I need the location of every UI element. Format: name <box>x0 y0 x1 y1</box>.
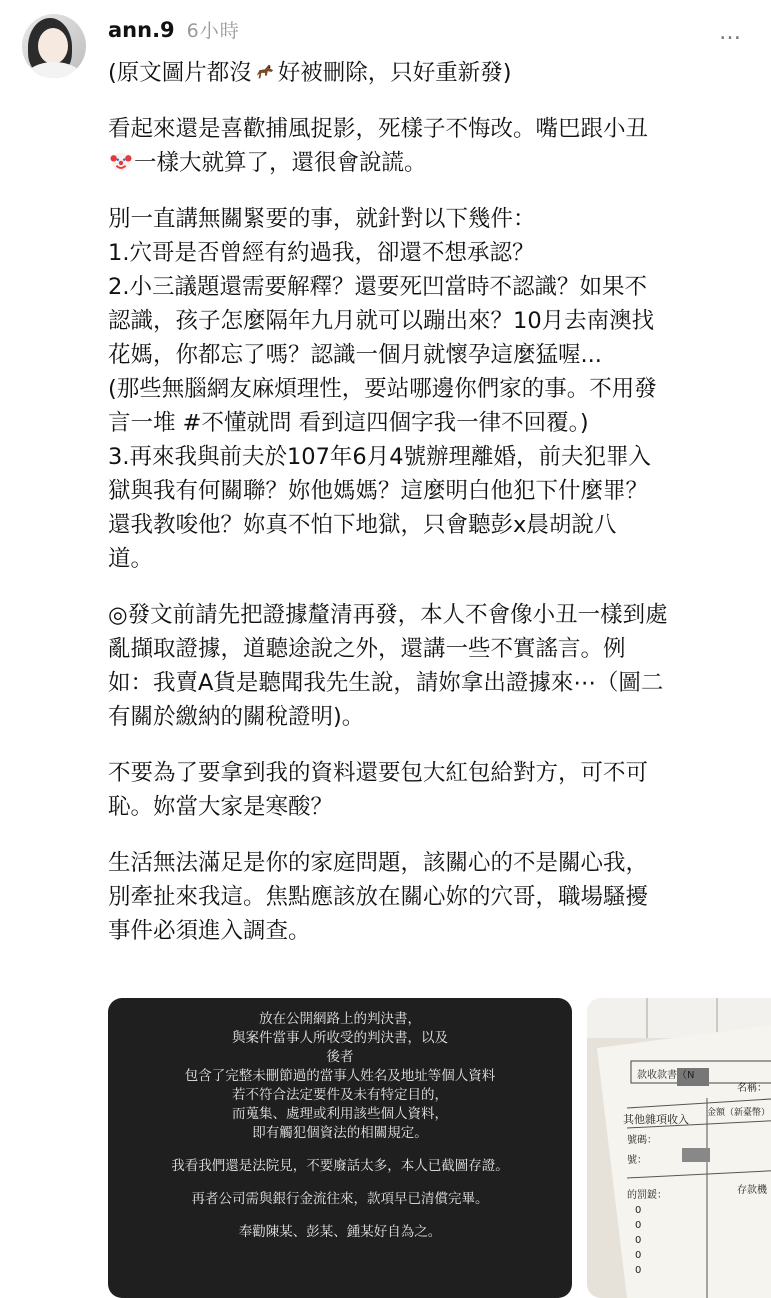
post-line: 道。 <box>108 546 154 572</box>
post-line: 2.小三議題還需要解釋？還要死凹當時不認識？如果不 <box>108 274 647 300</box>
post-line: 還我教唆他？妳真不怕下地獄，只會聽彭x晨胡說八 <box>108 512 617 538</box>
receipt-text: 0 <box>635 1220 642 1231</box>
receipt-text: 0 <box>635 1250 642 1261</box>
post-line: 別一直講無關緊要的事，就針對以下幾件： <box>108 206 536 232</box>
post-line: 言一堆 #不懂就問 看到這四個字我一律不回覆。) <box>108 410 589 436</box>
receipt-text: 存款機 <box>737 1185 767 1196</box>
post-line: (那些無腦網友麻煩理性，要站哪邊你們家的事。不用發 <box>108 376 657 402</box>
image-text-line: 奉勸陳某、彭某、鍾某好自為之。 <box>238 1224 442 1240</box>
post-line: ◎發文前請先把證據釐清再發，本人不會像小丑一樣到處 <box>108 602 668 628</box>
receipt-text: 號： <box>627 1155 647 1166</box>
receipt-text: 金額（新臺幣） <box>707 1108 771 1118</box>
post-line: 如：我賣A貨是聽聞我先生說，請妳拿出證據來⋯（圖二 <box>108 670 664 696</box>
post-header <box>108 16 240 43</box>
receipt-text: 號碼： <box>627 1135 657 1146</box>
horse-emoji-icon <box>254 61 276 83</box>
receipt-text: 的罰鍰： <box>627 1190 667 1201</box>
attached-image-receipt[interactable] <box>587 998 771 1298</box>
username[interactable]: ann.9 <box>108 18 175 42</box>
receipt-text: 0 <box>635 1265 642 1276</box>
post-line: 認識，孩子怎麼隔年九月就可以蹦出來？10月去南澳找 <box>108 308 655 334</box>
post-line: (原文圖片都沒 好被刪除，只好重新發) <box>108 60 512 86</box>
avatar[interactable] <box>22 14 86 78</box>
receipt-text: 0 <box>635 1235 642 1246</box>
post-line: 別牽扯來我這。焦點應該放在關心妳的穴哥，職場騷擾 <box>108 884 649 910</box>
post-line: 事件必須進入調查。 <box>108 918 311 944</box>
post-line: 生活無法滿足是你的家庭問題，該關心的不是關心我， <box>108 850 649 876</box>
image-text-line: 若不符合法定要件及未有特定目的， <box>232 1087 448 1103</box>
image-text-line: 再者公司需與銀行金流往來，款項早已清償完畢。 <box>191 1191 489 1207</box>
image-text-line: 而蒐集、處理或利用該些個人資料， <box>232 1106 448 1122</box>
receipt-text: 款收款書（N <box>637 1070 695 1081</box>
receipt-text: 0 <box>635 1205 642 1216</box>
post-line: 獄與我有何關聯？妳他媽媽？這麼明白他犯下什麼罪？ <box>108 478 649 504</box>
post-line: 花媽，你都忘了嗎？認識一個月就懷孕這麼猛喔... <box>108 342 602 368</box>
post-line: 3.再來我與前夫於107年6月4號辦理離婚，前夫犯罪入 <box>108 444 652 470</box>
post-line: 不要為了要拿到我的資料還要包大紅包給對方，可不可 <box>108 760 649 786</box>
receipt-text: 其他雜項收入 <box>623 1113 689 1126</box>
more-options-icon[interactable]: … <box>719 20 743 45</box>
post-line: 看起來還是喜歡捕風捉影，死樣子不悔改。嘴巴跟小丑 <box>108 116 649 142</box>
post-line: 有關於繳納的關稅證明)。 <box>108 704 365 730</box>
post-line: 亂擷取證據，道聽途說之外，還講一些不實謠言。例 <box>108 636 626 662</box>
image-text-line: 放在公開網路上的判決書， <box>259 1011 421 1027</box>
attached-image-statement[interactable] <box>108 998 572 1298</box>
post-line: 一樣大就算了，還很會說謊。 <box>108 146 758 180</box>
post-time: 6小時 <box>186 20 240 42</box>
post-line: 恥。妳當大家是寒酸？ <box>108 794 334 820</box>
post-body <box>108 56 758 948</box>
image-text-line: 包含了完整未刪節過的當事人姓名及地址等個人資料 <box>184 1068 496 1084</box>
post-line: 1.穴哥是否曾經有約過我，卻還不想承認？ <box>108 240 535 266</box>
image-text-line: 後者 <box>326 1049 354 1065</box>
receipt-photo <box>587 998 771 1298</box>
image-text-line: 與案件當事人所收受的判決書，以及 <box>232 1030 448 1046</box>
image-text-line: 我看我們還是法院見，不要廢話太多，本人已截圖存證。 <box>171 1158 509 1174</box>
receipt-text: 名稱： <box>737 1083 767 1094</box>
image-text-line: 即有觸犯個資法的相關規定。 <box>252 1125 428 1141</box>
clown-emoji-icon <box>110 151 132 173</box>
